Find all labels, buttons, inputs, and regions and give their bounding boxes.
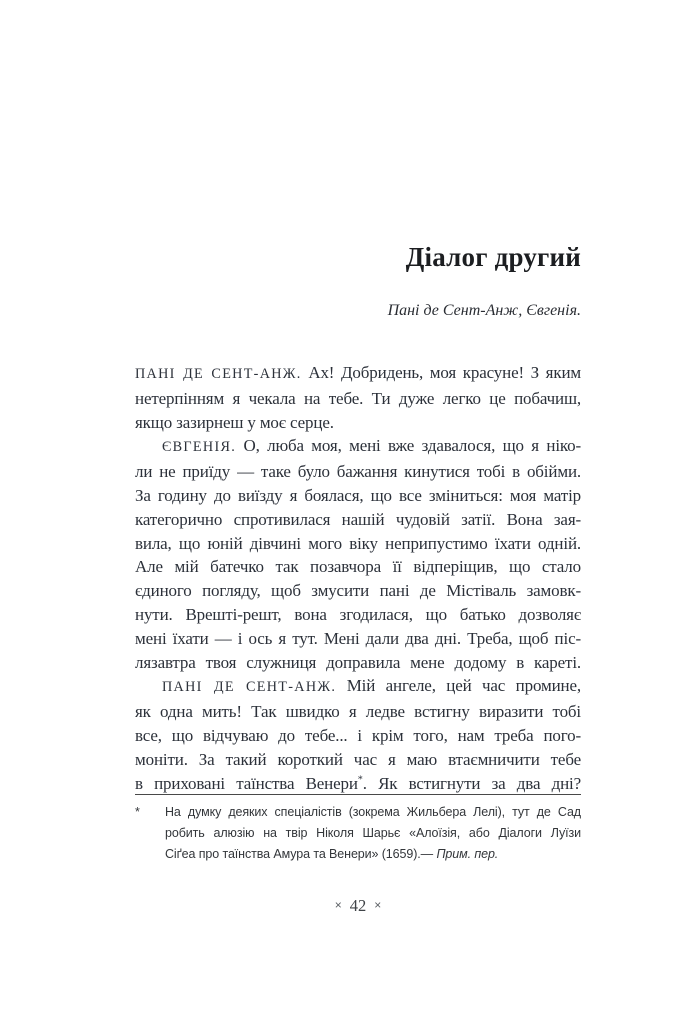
chapter-characters: Пані де Сент-Анж, Євгенія. <box>387 302 581 319</box>
page-number-ornament-left: × <box>334 898 342 912</box>
page-number <box>135 896 581 916</box>
text-line: лязавтра твоя служниця доправила мене додому в кареті. <box>135 652 581 672</box>
page-number-ornament-right: × <box>374 898 382 912</box>
text-line: На думку деяких спеціалістів (зокрема Жильбера Лелі), тут де Сад <box>165 805 581 819</box>
text-line: За годину до виїзду я боялася, що все зміниться: моя матір <box>135 485 581 505</box>
text-line: вила, що юній дівчині мого віку неприпустимо їхати одній. <box>135 533 581 553</box>
footnote-marker: * <box>135 805 140 819</box>
text-line: ПАНІ ДЕ СЕНТ-АНЖ. Ах! Добридень, моя красуне! З яким <box>135 363 582 382</box>
footnote <box>135 802 581 865</box>
footnote-text <box>165 802 581 865</box>
text-line: робить алюзію на твір Ніколя Шарьє «Алоїзія, або Діалоги Луїзи <box>165 826 581 840</box>
text-line: нетерпінням я чекала на тебе. Ти дуже легко це побачиш, <box>135 388 581 408</box>
text-line: в приховані таїнства Венери*. Як встигнути за два дні? <box>135 773 581 793</box>
text-line: як одна мить! Так швидко я ледве встигну виразити тобі <box>135 702 581 722</box>
text-line: Але мій батечко так позавчора її відперіщив, що стало <box>135 557 581 577</box>
text-line: нути. Врешті-решт, вона згодилася, що батько дозволяє <box>135 604 581 624</box>
footnote-separator <box>135 794 581 795</box>
text-line: якщо зазирнеш у моє серце. <box>135 412 334 432</box>
text-line: мені їхати — і ось я тут. Мені дали два дні. Треба, щоб піс- <box>135 628 581 648</box>
text-line: ли не приїду — таке було бажання кинутися тобі в обійми. <box>135 462 581 482</box>
text-line: все, що відчуваю до тебе... і крім того, нам треба пого- <box>135 725 581 745</box>
text-line: ЄВГЕНІЯ. О, люба моя, мені вже здавалося, що я ніко- <box>162 436 581 456</box>
text-line: єдиного погляду, щоб змусити пані де Містіваль замовк- <box>135 581 581 601</box>
text-line: Сіґеа про таїнства Амура та Венери» (1659).— Прим. пер. <box>165 847 499 861</box>
chapter-heading <box>135 243 581 320</box>
text-line: категорично спротивилася нашій чудовій затії. Вона зая- <box>135 509 581 529</box>
page-number-value: 42 <box>349 896 367 915</box>
chapter-title: Діалог другий <box>405 242 581 272</box>
footnote-reference-asterisk: * <box>357 773 363 785</box>
text-line: ПАНІ ДЕ СЕНТ-АНЖ. Мій ангеле, цей час промине, <box>162 676 581 696</box>
text-line: моніти. За такий короткий час я маю втаємничити тебе <box>135 749 581 769</box>
dialogue-text <box>135 361 581 795</box>
